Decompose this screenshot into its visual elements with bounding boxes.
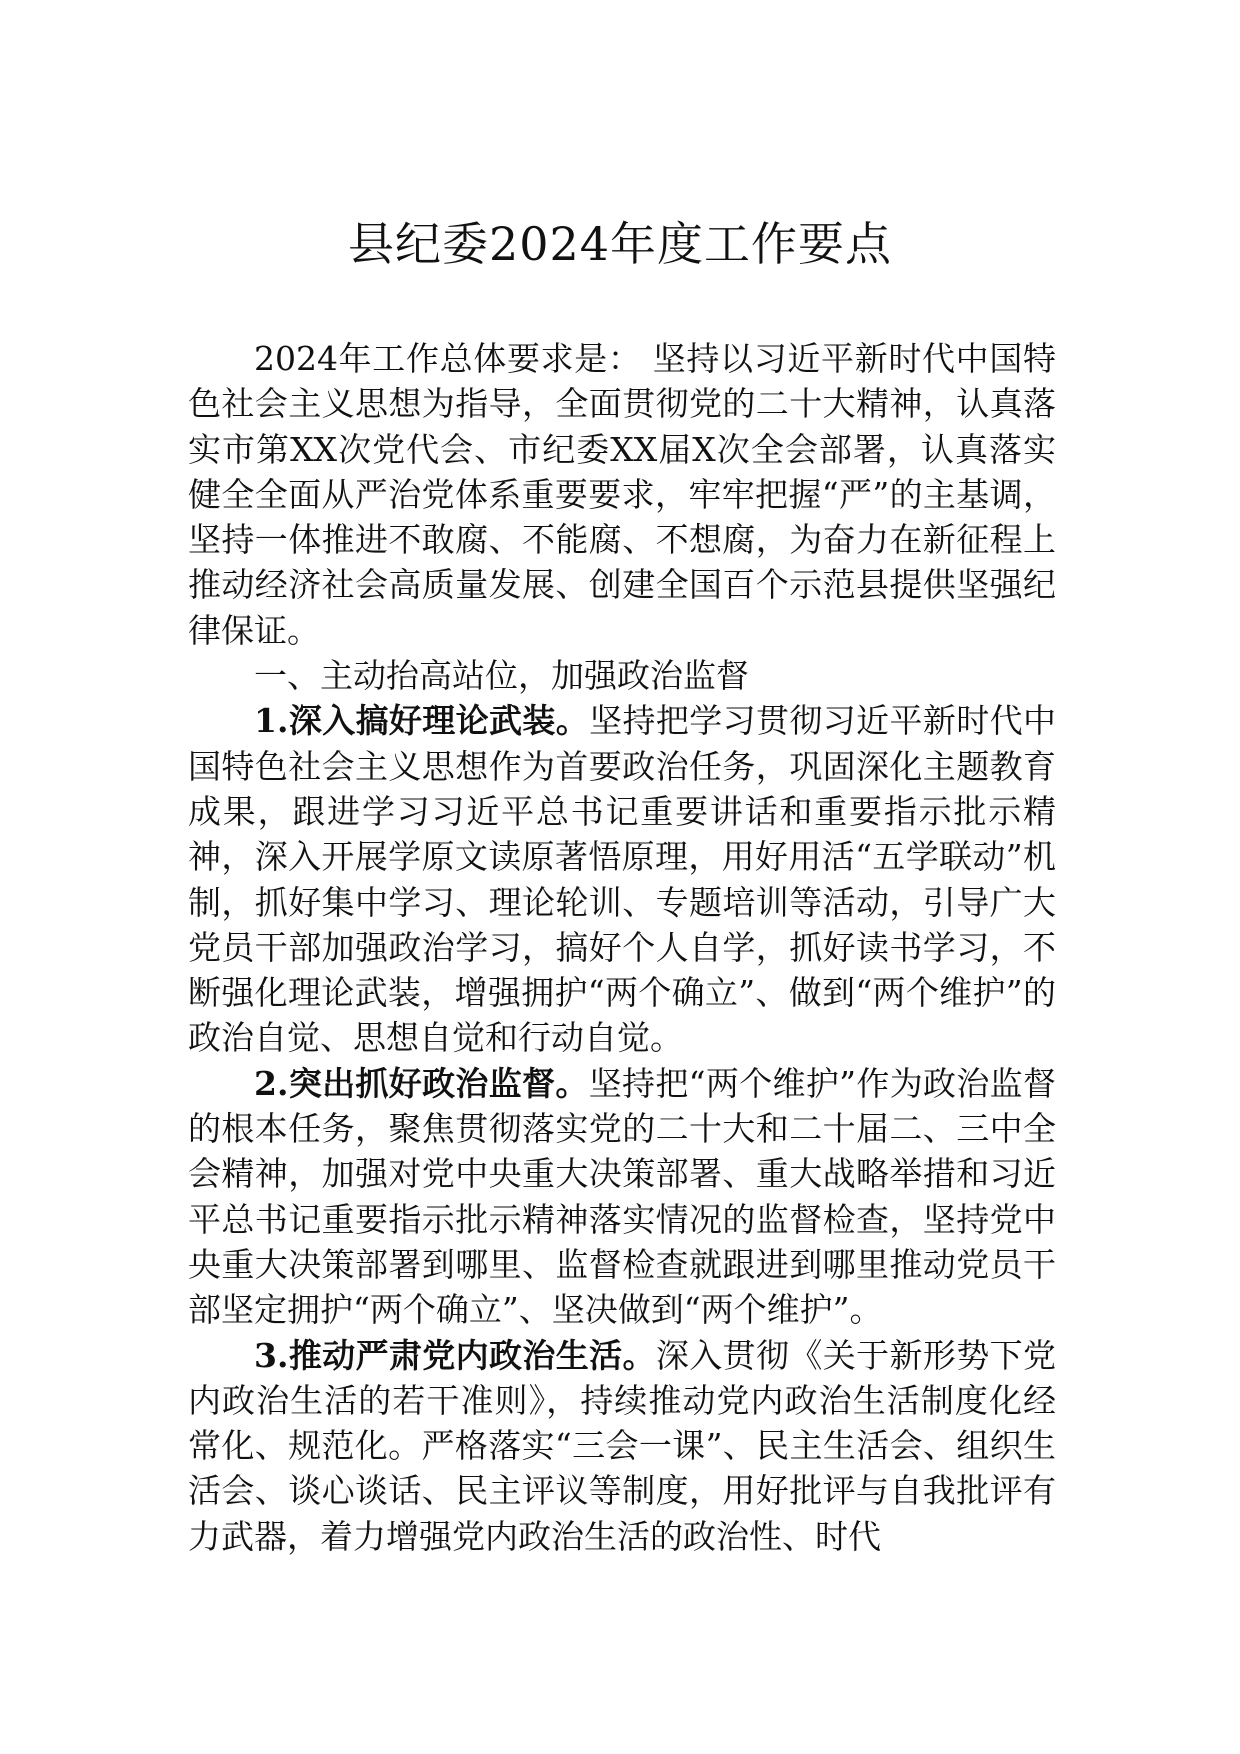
item-text: 坚持把“两个维护”作为政治监督的根本任务，聚焦贯彻落实党的二十大和二十届二、三中全会精神，加强对党中央重大决策部署、重大战略举措和习近平总书记重要指示批示精神落实情况的监督检查，坚持党中央重大决策部署到哪里、监督检查就跟进到哪里推动党员干部坚定拥护“两个确立”、坚决做到“两个维护”。 [188, 1063, 1056, 1330]
section-heading: 一、主动抬高站位，加强政治监督 [254, 656, 749, 696]
item-paragraph [188, 1333, 1056, 1559]
intro-paragraph: 2024年工作总体要求是： 坚持以习近平新时代中国特色社会主义思想为指导，全面贯彻党的二十大精神，认真落实市第XX次党代会、市纪委XX届X次全会部署，认真落实健全全面从严治党体系重要要求，牢牢把握“严”的主基调，坚持一体推进不敢腐、不能腐、不想腐，为奋力在新征程上推动经济社会高质量发展、创建全国百个示范县提供坚强纪律保证。 [188, 339, 1056, 650]
item-heading: 3.推动严肃党内政治生活。 [254, 1335, 656, 1375]
item-paragraph [188, 1061, 1056, 1333]
document-body [188, 336, 1056, 1559]
item-heading: 2.突出抓好政治监督。 [254, 1063, 589, 1103]
document-title: 县纪委2024年度工作要点 [347, 217, 893, 271]
item-heading: 1.深入搞好理论武装。 [254, 701, 590, 741]
item-paragraph [188, 698, 1056, 1060]
item-text: 深入贯彻《关于新形势下党内政治生活的若干准则》，持续推动党内政治生活制度化经常化、规范化。严格落实“三会一课”、民主生活会、组织生活会、谈心谈话、民主评议等制度，用好批评与自我批评有力武器，着力增强党内政治生活的政治性、时代 [188, 1335, 1057, 1556]
item-text: 坚持把学习贯彻习近平新时代中国特色社会主义思想作为首要政治任务，巩固深化主题教育成果，跟进学习习近平总书记重要讲话和重要指示批示精神，深入开展学原文读原著悟原理，用好用活“五学联动”机制，抓好集中学习、理论轮训、专题培训等活动，引导广大党员干部加强政治学习，搞好个人自学，抓好读书学习，不断强化理论武装，增强拥护“两个确立”、做到“两个维护”的政治自觉、思想自觉和行动自觉。 [188, 701, 1057, 1058]
